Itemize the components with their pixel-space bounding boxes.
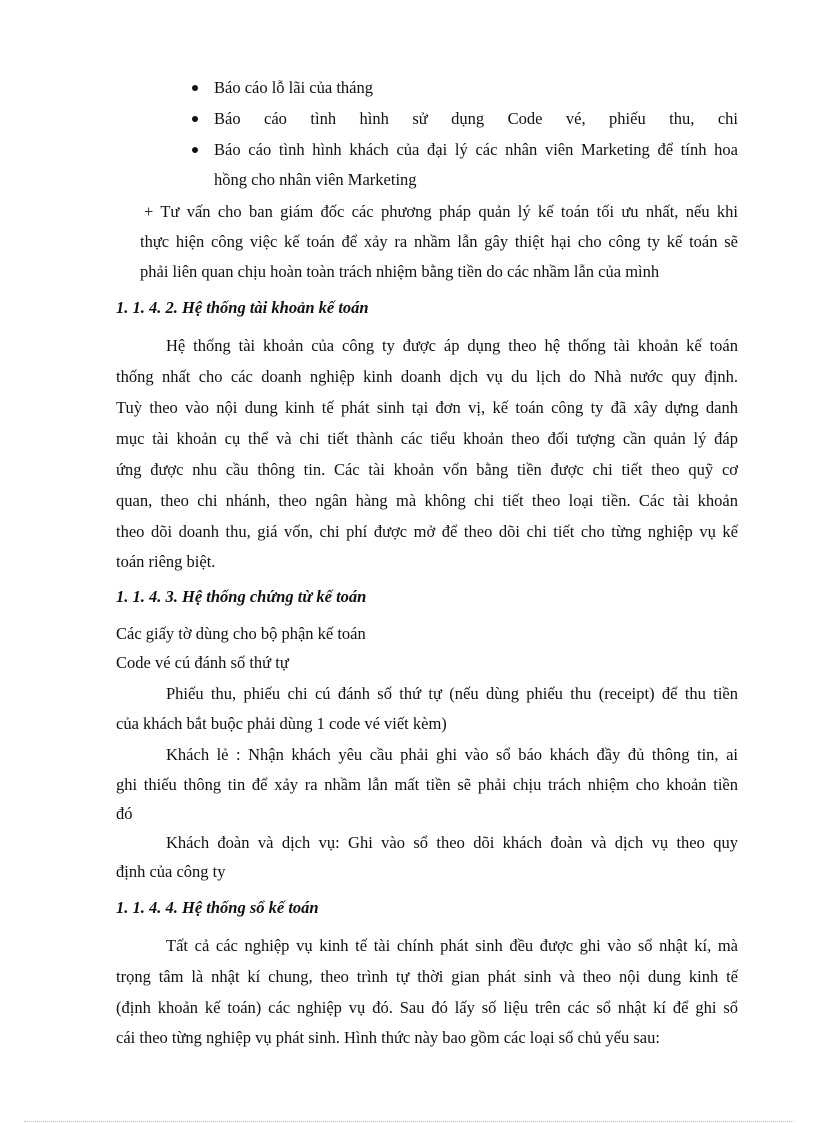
paragraph-line: Khách lẻ : Nhận khách yêu cầu phải ghi vào sổ báo khách đầy đủ thông tin, ai [166,745,738,764]
paragraph-line: theo dõi doanh thu, giá vốn, chi phí được mở để theo dõi chi tiết cho từng nghiệp vụ kế [116,522,738,541]
section-heading: 1. 1. 4. 4. Hệ thống sổ kế toán [116,898,319,917]
bullet-item: Báo cáo tình hình khách của đại lý các nhân viên Marketing để tính hoa [214,140,738,159]
paragraph-line: ghi thiếu thông tin để xảy ra nhầm lẫn mất tiền sẽ phải chịu trách nhiệm cho khoản tiền [116,775,738,794]
bullet-dot-icon [192,147,198,153]
paragraph-line: định của công ty [116,862,226,881]
paragraph-line: cái theo từng nghiệp vụ phát sinh. Hình thức này bao gồm các loại sổ chủ yếu sau: [116,1028,660,1047]
advisory-line: phải liên quan chịu hoàn toàn trách nhiệm bằng tiền do các nhầm lẫn của mình [140,262,660,281]
advisory-line: thực hiện công việc kế toán để xảy ra nhầm lẫn gây thiệt hại cho công ty kế toán sẽ [140,232,738,251]
paragraph-line: ứng được nhu cầu thông tin. Các tài khoản vốn bằng tiền được chi tiết theo quỹ cơ [116,460,738,479]
paragraph-line: Tất cả các nghiệp vụ kinh tế tài chính phát sinh đều được ghi vào sổ nhật kí, mà [166,936,738,955]
paragraph-line: Tuỳ theo vào nội dung kinh tế phát sinh tại đơn vị, kế toán công ty đã xây dựng danh [116,398,738,417]
paragraph-line: Code vé cú đánh số thứ tự [116,653,289,672]
paragraph-line: Phiếu thu, phiếu chi cú đánh số thứ tự (nếu dùng phiếu thu (receipt) để thu tiền [166,684,738,703]
bullet-item-continuation: hồng cho nhân viên Marketing [214,170,417,189]
paragraph-line: thống nhất cho các doanh nghiệp kinh doanh dịch vụ du lịch do Nhà nước quy định. [116,367,738,386]
paragraph-line: (định khoản kế toán) các nghiệp vụ đó. Sau đó lấy số liệu trên các sổ nhật kí để ghi sổ [116,998,738,1017]
bullet-dot-icon [192,116,198,122]
paragraph-line: đó [116,804,133,823]
section-heading: 1. 1. 4. 2. Hệ thống tài khoản kế toán [116,298,369,317]
paragraph-line: trọng tâm là nhật kí chung, theo trình tự thời gian phát sinh và theo nội dung kinh tế [116,967,738,986]
page-bottom-rule [24,1121,794,1122]
bullet-item: Báo cáo lỗ lãi của tháng [214,78,373,97]
bullet-item: Báo cáo tình hình sử dụng Code vé, phiếu thu, chi [214,109,738,128]
bullet-dot-icon [192,85,198,91]
paragraph-line: quan, theo chi nhánh, theo ngân hàng mà không chi tiết theo loại tiền. Các tài khoản [116,491,738,510]
paragraph-line: Khách đoàn và dịch vụ: Ghi vào sổ theo dõi khách đoàn và dịch vụ theo quy [166,833,738,852]
section-heading: 1. 1. 4. 3. Hệ thống chứng từ kế toán [116,587,367,606]
paragraph-line: mục tài khoản cụ thể và chi tiết thành các tiểu khoản theo đối tượng cần quản lý đáp [116,429,738,448]
advisory-line: + Tư vấn cho ban giám đốc các phương pháp quản lý kế toán tối ưu nhất, nếu khi [144,202,738,221]
paragraph-line: toán riêng biệt. [116,552,216,571]
paragraph-line: Hệ thống tài khoản của công ty được áp dụng theo hệ thống tài khoản kế toán [166,336,738,355]
paragraph-line: của khách bắt buộc phải dùng 1 code vé viết kèm) [116,714,447,733]
paragraph-line: Các giấy tờ dùng cho bộ phận kế toán [116,624,366,643]
